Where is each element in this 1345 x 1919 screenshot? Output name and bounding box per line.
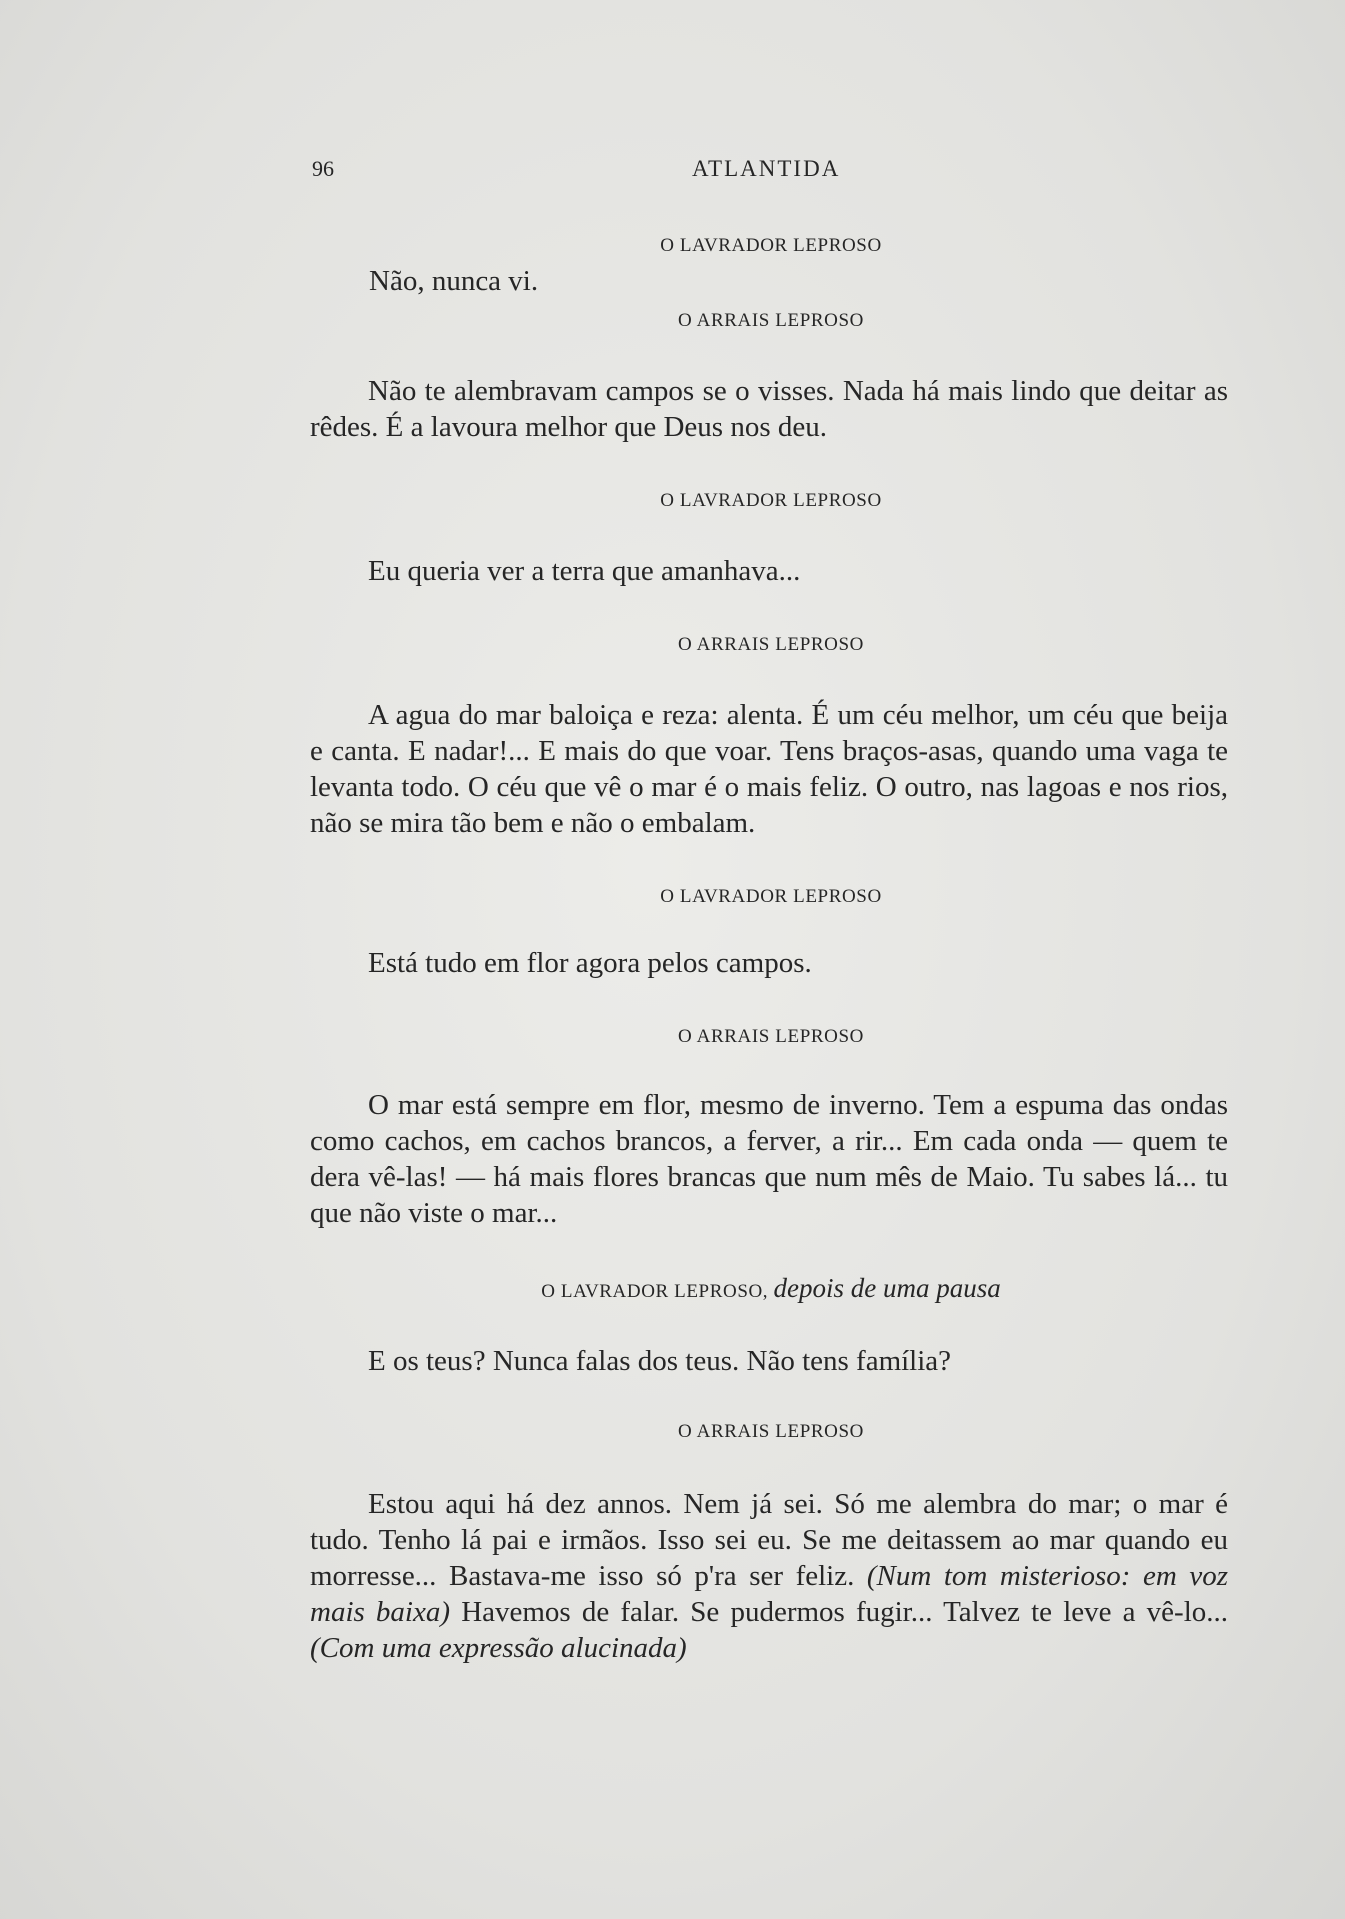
speaker-heading: O ARRAIS LEPROSO <box>678 310 864 331</box>
speech-paragraph: E os teus? Nunca falas dos teus. Não tens família? <box>368 1345 952 1377</box>
speech-paragraph: Está tudo em flor agora pelos campos. <box>368 947 812 979</box>
speech-paragraph: Não, nunca vi. <box>369 265 539 297</box>
speaker-heading: O LAVRADOR LEPROSO <box>660 490 882 511</box>
speaker-heading: O ARRAIS LEPROSO <box>678 1421 864 1442</box>
speech-paragraph: A agua do mar baloiça e reza: alenta. É um céu melhor, um céu que beija e canta. E nadar!... E mais do que voar. Tens braços-asas, quando uma vaga te levanta todo. O céu que vê o mar é o mais feliz. O outro, nas lagoas e nos rios, não se mira tão bem e não o embalam. <box>310 699 1228 839</box>
speaker-name: O LAVRADOR LEPROSO, <box>541 1281 769 1302</box>
speech-paragraph: Eu queria ver a terra que amanhava... <box>368 555 801 587</box>
stage-direction: (Com uma expressão alucinada) <box>310 1632 687 1664</box>
stage-direction: (Num tom misterioso: em voz mais baixa) <box>310 1560 1228 1628</box>
speech-paragraph: Não te alembravam campos se o visses. Nada há mais lindo que deitar as rêdes. É a lavoura melhor que Deus nos deu. <box>310 375 1228 443</box>
speech-paragraph <box>310 1486 1228 1666</box>
speaker-heading-with-direction <box>0 1273 1345 1304</box>
page-number: 96 <box>312 156 334 181</box>
speech-text: Estou aqui há dez annos. Nem já sei. Só me alembra do mar; o mar é tudo. Tenho lá pai e irmãos. Isso sei eu. Se me deitassem ao mar quando eu morresse... Bastava-me isso só p'ra ser feliz. <box>310 1488 1228 1592</box>
speaker-heading: O LAVRADOR LEPROSO <box>660 235 882 256</box>
speaker-heading: O LAVRADOR LEPROSO <box>660 886 882 907</box>
speaker-heading: O ARRAIS LEPROSO <box>678 1026 864 1047</box>
speaker-heading: O ARRAIS LEPROSO <box>678 634 864 655</box>
speech-paragraph: O mar está sempre em flor, mesmo de inverno. Tem a espuma das ondas como cachos, em cachos brancos, a ferver, a rir... Em cada onda — quem te dera vê-las! — há mais flores brancas que num mês de Maio. Tu sabes lá... tu que não viste o mar... <box>310 1089 1228 1229</box>
stage-direction: depois de uma pausa <box>773 1273 1001 1303</box>
running-title: ATLANTIDA <box>692 156 841 181</box>
speech-text: Havemos de falar. Se pudermos fugir... Talvez te leve a vê-lo... <box>461 1596 1229 1628</box>
